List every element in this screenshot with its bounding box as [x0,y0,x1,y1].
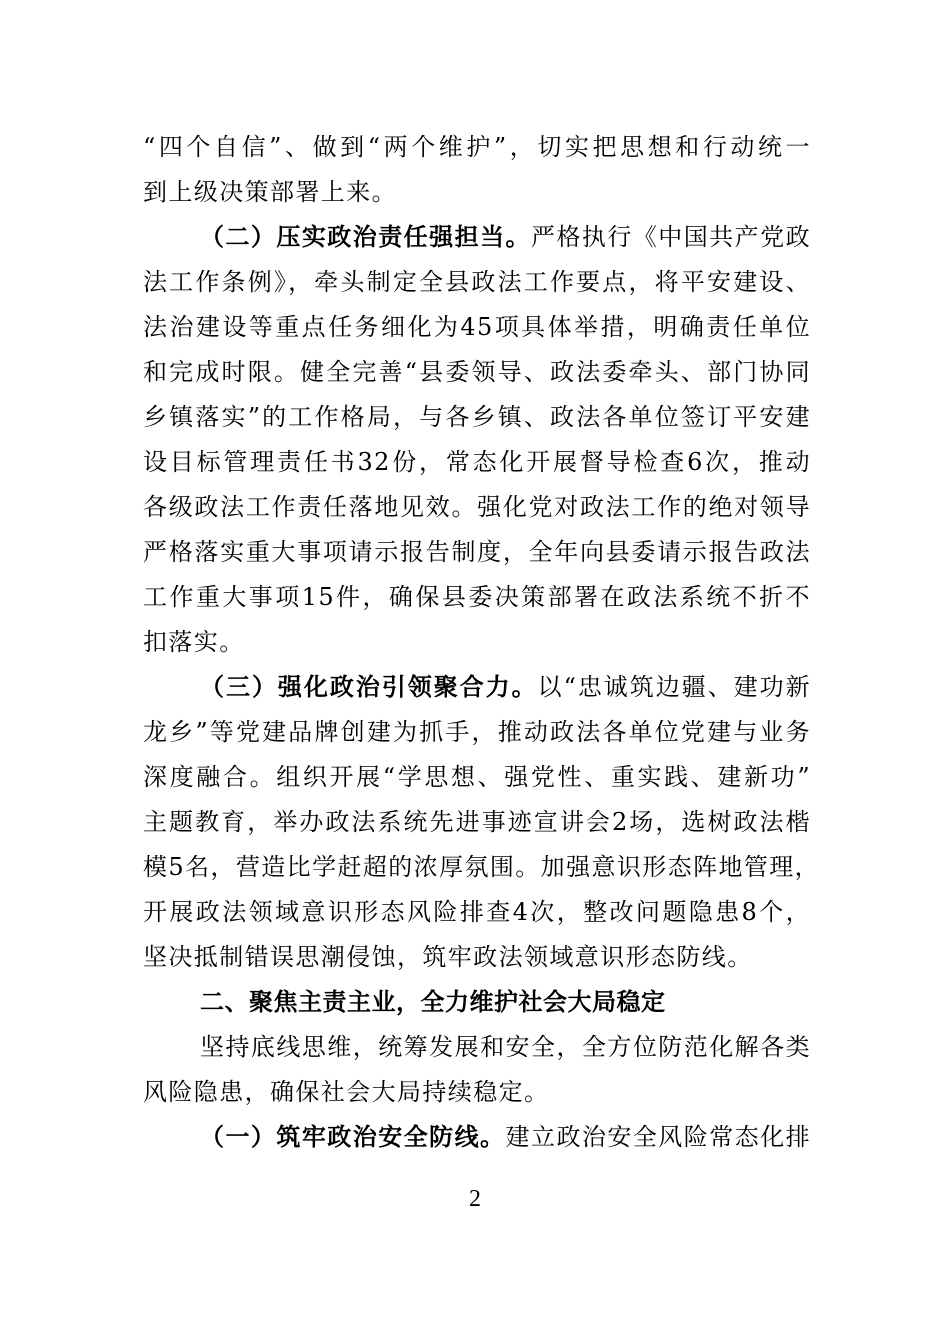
subsection-lead: （一）筑牢政治安全防线。 [200,1123,506,1151]
text-line: 开展政法领域意识形态风险排查4次，整改问题隐患8个， [143,898,811,926]
text-line: 坚决抵制错误思潮侵蚀，筑牢政法领域意识形态防线。 [143,943,753,971]
text-line: 法工作条例》，牵头制定全县政法工作要点，将平安建设、 [143,268,811,296]
subsection-text: 建立政治安全风险常态化排 [505,1123,811,1151]
subsection-first-line [200,215,811,260]
text-line: 设目标管理责任书32份，常态化开展督导检查6次，推动 [143,448,811,476]
text-line: 严格落实重大事项请示报告制度，全年向县委请示报告政法 [143,538,811,566]
subsection-first-line [200,1115,811,1160]
text-line: 各级政法工作责任落地见效。强化党对政法工作的绝对领导 [143,493,811,521]
text-line: 法治建设等重点任务细化为45项具体举措，明确责任单位 [143,313,811,341]
text-line: 风险隐患，确保社会大局持续稳定。 [143,1078,550,1106]
text-line: 坚持底线思维，统筹发展和安全，全方位防范化解各类 [200,1033,811,1061]
text-line: 模5名，营造比学赶超的浓厚氛围。加强意识形态阵地管理， [143,853,821,881]
subsection-lead: （三）强化政治引领聚合力。 [200,673,538,701]
text-line: 扣落实。 [143,628,245,656]
text-line: 乡镇落实”的工作格局，与各乡镇、政法各单位签订平安建 [143,403,811,431]
text-line: 和完成时限。健全完善“县委领导、政法委牵头、部门协同 [143,358,811,386]
text-line: 深度融合。组织开展“学思想、强党性、重实践、建新功” [143,763,811,791]
subsection-first-line [200,665,811,710]
text-line: 到上级决策部署上来。 [143,178,397,206]
section-heading: 二、聚焦主责主业，全力维护社会大局稳定 [200,988,666,1016]
text-line: 主题教育，举办政法系统先进事迹宣讲会2场，选树政法楷 [143,808,811,836]
subsection-text: 严格执行《中国共产党政 [531,223,812,251]
page-number: 2 [469,1186,481,1212]
subsection-lead: （二）压实政治责任强担当。 [200,223,531,251]
subsection-text: 以“忠诚筑边疆、建功新 [537,673,812,701]
text-line: 龙乡”等党建品牌创建为抓手，推动政法各单位党建与业务 [143,718,811,746]
text-line: “四个自信”、做到“两个维护”，切实把思想和行动统一 [143,133,811,161]
text-line: 工作重大事项15件，确保县委决策部署在政法系统不折不 [143,583,811,611]
